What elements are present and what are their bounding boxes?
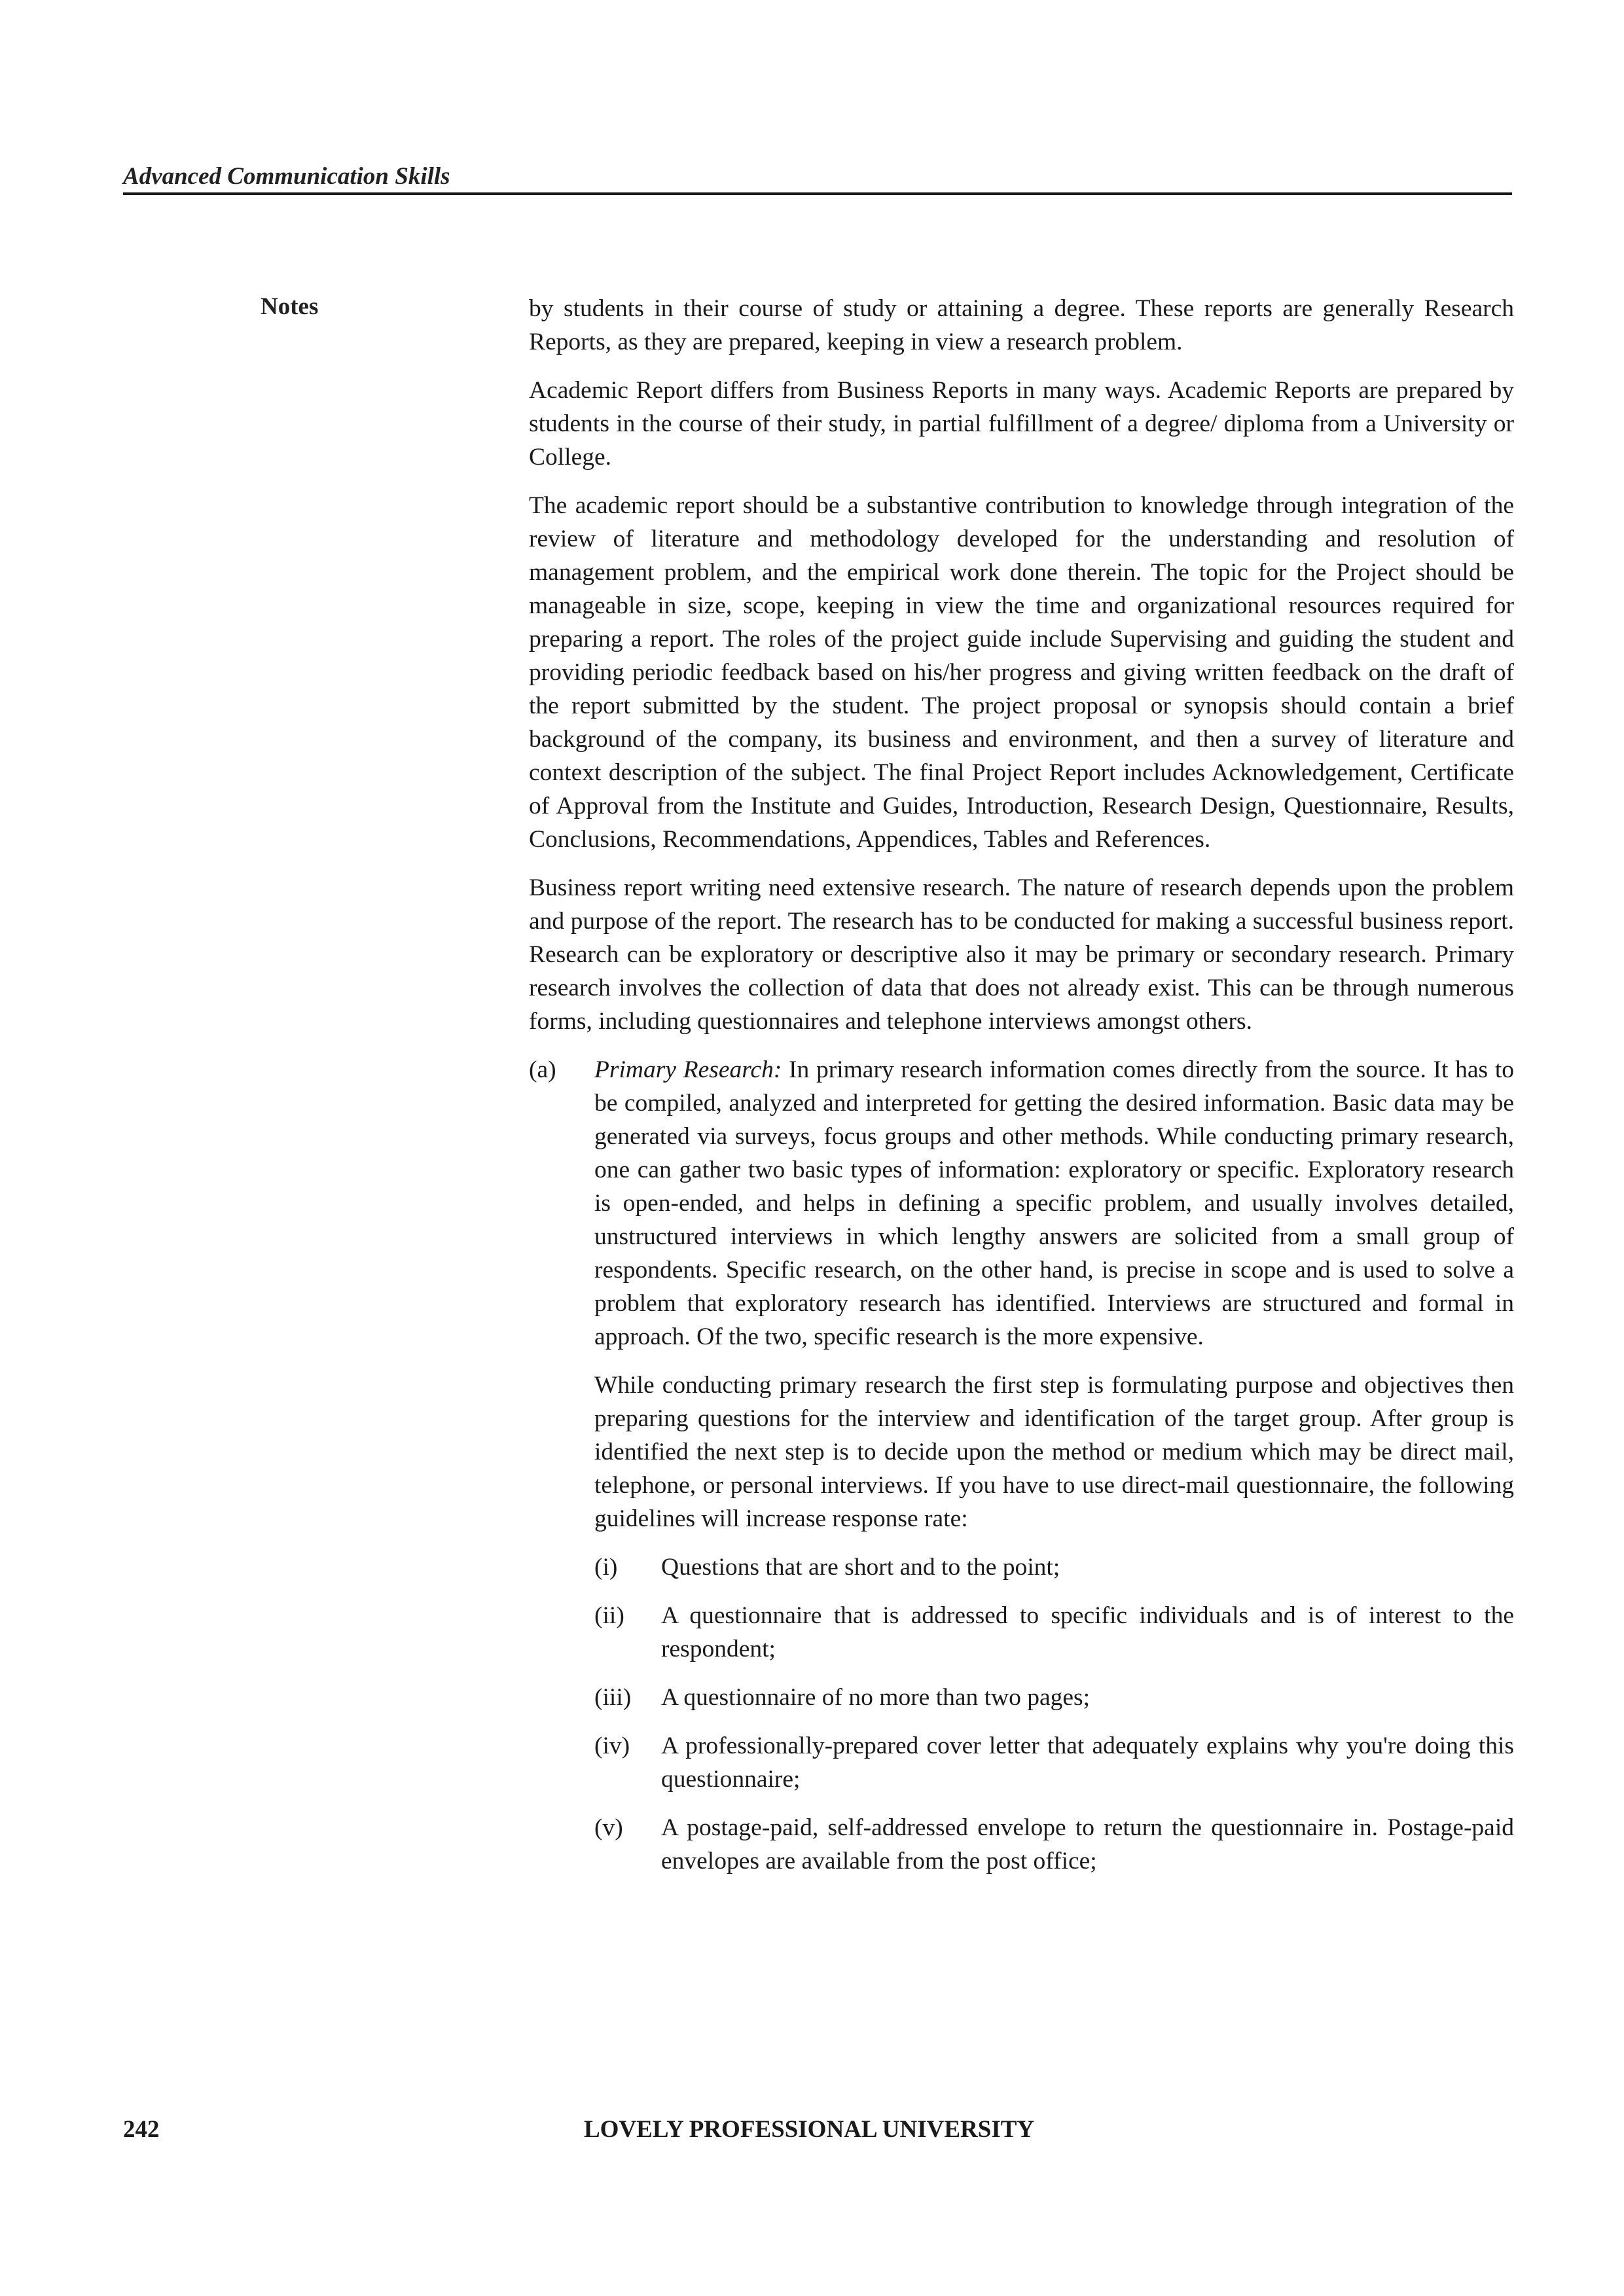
list-marker: (iv)	[594, 1732, 630, 1759]
list-item-text: A professionally-prepared cover letter that adequately explains why you're doing this questionnaire;	[661, 1732, 1514, 1793]
body-column	[529, 292, 1514, 1893]
list-item-text: A questionnaire that is addressed to specific individuals and is of interest to the respondent;	[661, 1602, 1514, 1662]
list-marker: (v)	[594, 1814, 623, 1841]
paragraph: Business report writing need extensive research. The nature of research depends upon the problem and purpose of the report. The research has to be conducted for making a successful business report. Research can be exploratory or descriptive also it may be primary or secondary research. Primary research involves the collection of data that does not already exist. This can be through numerous forms, including questionnaires and telephone interviews amongst others.	[529, 874, 1514, 1035]
page-number: 242	[123, 2116, 160, 2143]
item-lead: Primary Research:	[594, 1056, 782, 1083]
university-name: LOVELY PROFESSIONAL UNIVERSITY	[584, 2116, 1035, 2143]
list-item	[594, 1599, 1514, 1666]
list-item-text: A questionnaire of no more than two pages;	[661, 1684, 1091, 1711]
running-head: Advanced Communication Skills	[123, 163, 450, 190]
paragraph: by students in their course of study or attaining a degree. These reports are generally Research Reports, as they are prepared, keeping in view a research problem.	[529, 295, 1514, 355]
list-marker: (a)	[529, 1056, 556, 1083]
list-marker: (iii)	[594, 1684, 632, 1711]
list-item-a	[529, 1053, 1514, 1354]
header-rule	[123, 192, 1512, 195]
list-item	[594, 1729, 1514, 1796]
list-item	[594, 1551, 1514, 1584]
item-text: In primary research information comes directly from the source. It has to be compiled, analyzed and interpreted for getting the desired information. Basic data may be generated via surveys, focus groups and other methods. While conducting primary research, one can gather two basic types of information: exploratory or specific. Exploratory research is open-ended, and helps in defining a specific problem, and usually involves detailed, unstructured interviews in which lengthy answers are solicited from a small group of respondents. Specific research, on the other hand, is precise in scope and is used to solve a problem that exploratory research has identified. Interviews are structured and formal in approach. Of the two, specific research is the more expensive.	[594, 1056, 1514, 1350]
list-item-text: Questions that are short and to the point;	[661, 1554, 1060, 1581]
list-item-text: A postage-paid, self-addressed envelope to return the questionnaire in. Postage-paid envelopes are available from the post office;	[661, 1814, 1514, 1874]
list-marker: (ii)	[594, 1602, 624, 1629]
list-marker: (i)	[594, 1554, 618, 1581]
guideline-list	[594, 1551, 1514, 1878]
list-item	[594, 1811, 1514, 1878]
list-item	[594, 1681, 1514, 1714]
notes-label: Notes	[261, 293, 319, 320]
paragraph: Academic Report differs from Business Reports in many ways. Academic Reports are prepared by students in the course of their study, in partial fulfillment of a degree/ diploma from a University or College.	[529, 377, 1514, 471]
paragraph: The academic report should be a substantive contribution to knowledge through integration of the review of literature and methodology developed for the understanding and resolution of management problem, and the empirical work done therein. The topic for the Project should be manageable in size, scope, keeping in view the time and organizational resources required for preparing a report. The roles of the project guide include Supervising and guiding the student and providing periodic feedback based on his/her progress and giving written feedback on the draft of the report submitted by the student. The project proposal or synopsis should contain a brief background of the company, its business and environment, and then a survey of literature and context description of the subject. The final Project Report includes Acknowledgement, Certificate of Approval from the Institute and Guides, Introduction, Research Design, Questionnaire, Results, Conclusions, Recommendations, Appendices, Tables and References.	[529, 492, 1514, 853]
paragraph-followup: While conducting primary research the first step is formulating purpose and objectives then preparing questions for the interview and identification of the target group. After group is identified the next step is to decide upon the method or medium which may be direct mail, telephone, or personal interviews. If you have to use direct-mail questionnaire, the following guidelines will increase response rate:	[594, 1372, 1514, 1532]
